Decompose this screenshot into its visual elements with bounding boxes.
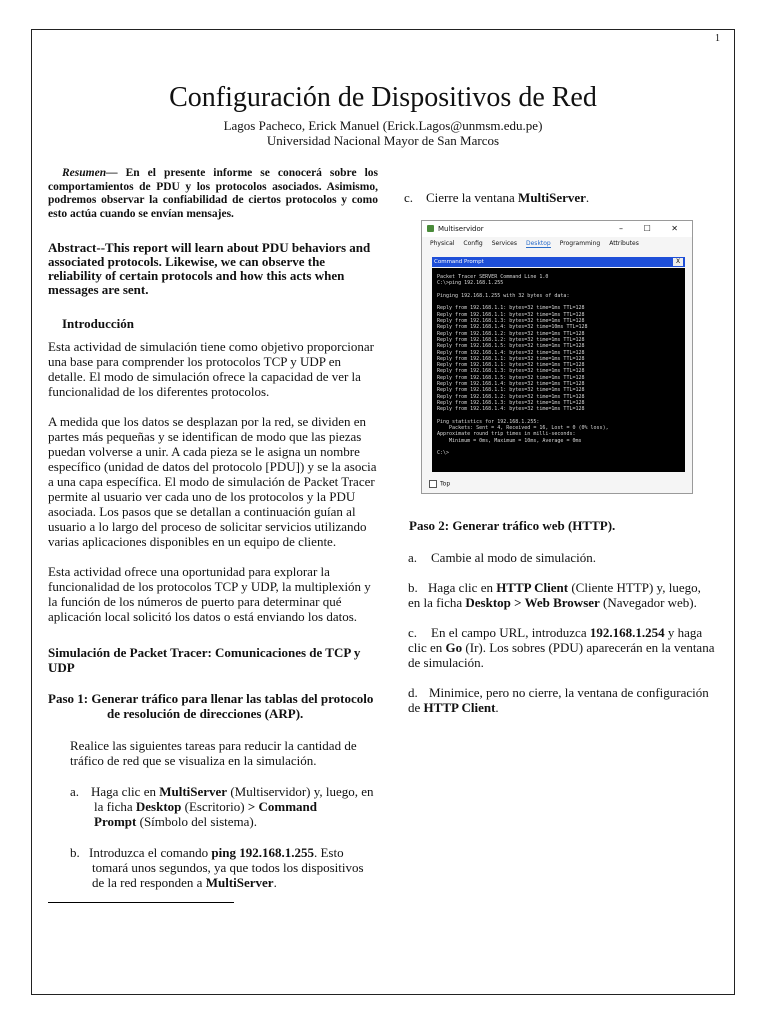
step-a-text-4: (Escritorio) <box>181 799 248 814</box>
resumen-text: En el presente informe se conocerá sobre los comportamientos de PDU y los protocolos asociados. Asimismo, podremos observar la confiabilidad de ciertos protocolos y como esto actúa cuando se envían mensajes. <box>48 167 378 220</box>
author-block <box>32 118 734 148</box>
page-number: 1 <box>715 33 720 44</box>
tab-services: Services <box>491 240 517 247</box>
footnote-rule <box>48 902 234 903</box>
paso1-heading <box>48 691 378 721</box>
intro-paragraph-3: Esta actividad ofrece una oportunidad para explorar la funcionalidad de los protocolos TCP y UDP, la multiplexión y la función de los números de puerto para determinar qué aplicación local solicitó los datos o está enviando los datos. <box>48 564 371 624</box>
paso2-heading: Paso 2: Generar tráfico web (HTTP). <box>409 518 616 533</box>
left-column <box>48 167 378 906</box>
packet-tracer-app-icon <box>427 225 434 232</box>
step-b <box>70 845 378 890</box>
step-b-text-3: tomará unos segundos, ya que todos los dispositivos de la red responden a <box>92 860 364 890</box>
checkbox-icon <box>429 480 437 488</box>
right-column <box>404 190 716 730</box>
tab-desktop: Desktop <box>526 240 551 247</box>
step-2b-label: b. <box>408 580 418 595</box>
document-page <box>31 29 735 995</box>
window-controls-icon: – ☐ ✕ <box>619 224 687 233</box>
step-2a <box>408 550 716 565</box>
step-b-bold-command: ping 192.168.1.255 <box>211 845 314 860</box>
device-tabs <box>422 237 692 250</box>
tab-programming: Programming <box>559 240 601 247</box>
step-2d-text: Minimice, pero no cierre, la ventana de configuración de <box>408 685 709 715</box>
tab-config: Config <box>463 240 483 247</box>
step-2c-label: c. <box>408 625 418 640</box>
tab-attributes: Attributes <box>609 240 639 247</box>
step-a-text-5: (Símbolo del sistema). <box>136 814 257 829</box>
step-b-text: Introduzca el comando <box>89 845 212 860</box>
step-2b-text-2: (Cliente HTTP) y, luego, en la ficha <box>408 580 701 610</box>
command-prompt-title: Command Prompt <box>434 259 484 265</box>
intro-paragraph-1: Esta actividad de simulación tiene como objetivo proporcionar una base para comprender los protocolos TCP y UDP en detalle. El modo de simulación ofrece la capacidad de ver la funcionalidad de los diferentes protocolos. <box>48 339 374 399</box>
step-b-text-4: . <box>273 875 277 890</box>
step-b-text-2: . Esto <box>313 845 344 860</box>
step-b-bold-multiserver: MultiServer <box>205 875 274 890</box>
step-a-continuation <box>70 799 378 829</box>
resumen-label: Resumen— <box>62 167 118 179</box>
close-icon: X <box>673 258 683 266</box>
terminal-output: Packet Tracer SERVER Command Line 1.0 C:\>ping 192.168.1.255 Pinging 192.168.1.255 with 32 bytes of data: Reply from 192.168.1.1: bytes=32 time=1ms TTL=128 Reply from 192.168.1.1: bytes=32 time=1ms TTL=128 Reply from 192.168.1.3: bytes=32 time=1ms TTL=128 Reply from 192.168.1.4: bytes=32 time=10ms TTL=128 Reply from 192.168.1.2: bytes=32 time=1ms TTL=128 Reply from 192.168.1.2: bytes=32 time=1ms TTL=128 Reply from 192.168.1.5: bytes=32 time=1ms TTL=128 Reply from 192.168.1.4: bytes=32 time=1ms TTL=128 Reply from 192.168.1.1: bytes=32 time=1ms TTL=128 Reply from 192.168.1.1: bytes=32 time=1ms TTL=128 Reply from 192.168.1.3: bytes=32 time=1ms TTL=128 Reply from 192.168.1.5: bytes=32 time=1ms TTL=128 Reply from 192.168.1.4: bytes=32 time=1ms TTL=128 Reply from 192.168.1.1: bytes=32 time=1ms TTL=128 Reply from 192.168.1.2: bytes=32 time=1ms TTL=128 Reply from 192.168.1.3: bytes=32 time=1ms TTL=128 Reply from 192.168.1.4: bytes=32 time=1ms TTL=128 Ping statistics for 192.168.1.255: Packets: Sent = 4, Received = 16, Lost = 0 (0% loss), Approximate round trip times in milli-seconds: Minimum = 0ms, Maximum = 10ms, Average = 0ms C:\> <box>432 268 685 472</box>
step-b-label: b. <box>70 845 80 860</box>
step-2d-bold-http-client: HTTP Client <box>423 700 496 715</box>
step-2d-text-2: . <box>495 700 499 715</box>
step-2b-text-3: (Navegador web). <box>599 595 697 610</box>
document-title: Configuración de Dispositivos de Red <box>169 82 597 113</box>
step-2b-bold-web-browser: Desktop > Web Browser <box>465 595 600 610</box>
step-c-label: c. <box>404 190 414 205</box>
authors: Lagos Pacheco, Erick Manuel (Erick.Lagos@unmsm.edu.pe) <box>223 118 543 133</box>
abstract-paragraph: Abstract--This report will learn about PDU behaviors and associated protocols. Likewise, we can observe the reliability of certain protocols and how this acts when messages are sent. <box>48 240 371 297</box>
command-prompt-titlebar <box>432 257 685 267</box>
step-2c-bold-go: Go <box>445 640 463 655</box>
step-a-bold-command: > Command <box>247 799 317 814</box>
tab-physical: Physical <box>430 240 455 247</box>
step-c-text-2: . <box>585 190 590 205</box>
step-a <box>70 784 378 829</box>
paso1-intro: Realice las siguientes tareas para reducir la cantidad de tráfico de red que se visualiza en la simulación. <box>70 738 357 768</box>
step-2c-bold-url: 192.168.1.254 <box>589 625 665 640</box>
paso1-heading-line1: Paso 1: Generar tráfico para llenar las tablas del protocolo <box>48 691 374 706</box>
step-2d-label: d. <box>408 685 418 700</box>
step-a-bold-desktop: Desktop <box>135 799 182 814</box>
resumen-paragraph <box>48 167 378 221</box>
step-2a-label: a. <box>408 550 418 565</box>
step-2a-text: Cambie al modo de simulación. <box>431 550 596 565</box>
window-titlebar <box>422 221 692 237</box>
step-a-text-3: la ficha <box>94 799 136 814</box>
simulation-heading: Simulación de Packet Tracer: Comunicaciones de TCP y UDP <box>48 645 361 675</box>
step-2c <box>408 625 716 670</box>
step-2c-text-2: y haga clic en <box>408 625 703 655</box>
window-title: Multiservidor <box>438 225 484 233</box>
step-2b <box>408 580 716 610</box>
top-checkbox <box>429 480 450 489</box>
intro-heading: Introducción <box>62 316 134 331</box>
top-checkbox-label: Top <box>440 480 451 487</box>
step-2b-bold-http-client: HTTP Client <box>496 580 569 595</box>
step-2c-text-3: (Ir). Los sobres (PDU) aparecerán en la ventana de simulación. <box>408 640 715 670</box>
step-b-continuation <box>70 860 378 890</box>
step-a-label: a. <box>70 784 80 799</box>
affiliation: Universidad Nacional Mayor de San Marcos <box>266 133 500 148</box>
step-c <box>404 190 716 205</box>
step-2c-text: En el campo URL, introduzca <box>431 625 590 640</box>
multiserver-screenshot <box>421 220 693 494</box>
paso1-heading-line2: de resolución de direcciones (ARP). <box>107 706 304 721</box>
step-a-bold-multiserver: MultiServer <box>159 784 228 799</box>
step-2d <box>408 685 716 715</box>
step-2b-text: Haga clic en <box>428 580 497 595</box>
intro-paragraph-2: A medida que los datos se desplazan por la red, se dividen en partes más pequeñas y se identifican de modo que las piezas puedan volverse a unir. A cada pieza se le asigna un nombre específico (unidad de datos del protocolo [PDU]) y se la asocia a una capa específica. El modo de simulación de Packet Tracer permite al usuario ver cada uno de los protocolos y la PDU asociada. Los pasos que se detallan a continuación guían al usuario a lo largo del proceso de solicitar servicios utilizando varias aplicaciones disponibles en un equipo de cliente. <box>48 414 377 549</box>
step-a-text: Haga clic en <box>91 784 160 799</box>
step-a-text-2: (Multiservidor) y, luego, en <box>227 784 374 799</box>
step-a-bold-prompt: Prompt <box>94 814 137 829</box>
step-c-bold-multiserver: MultiServer <box>518 190 586 205</box>
step-c-text: Cierre la ventana <box>426 190 519 205</box>
